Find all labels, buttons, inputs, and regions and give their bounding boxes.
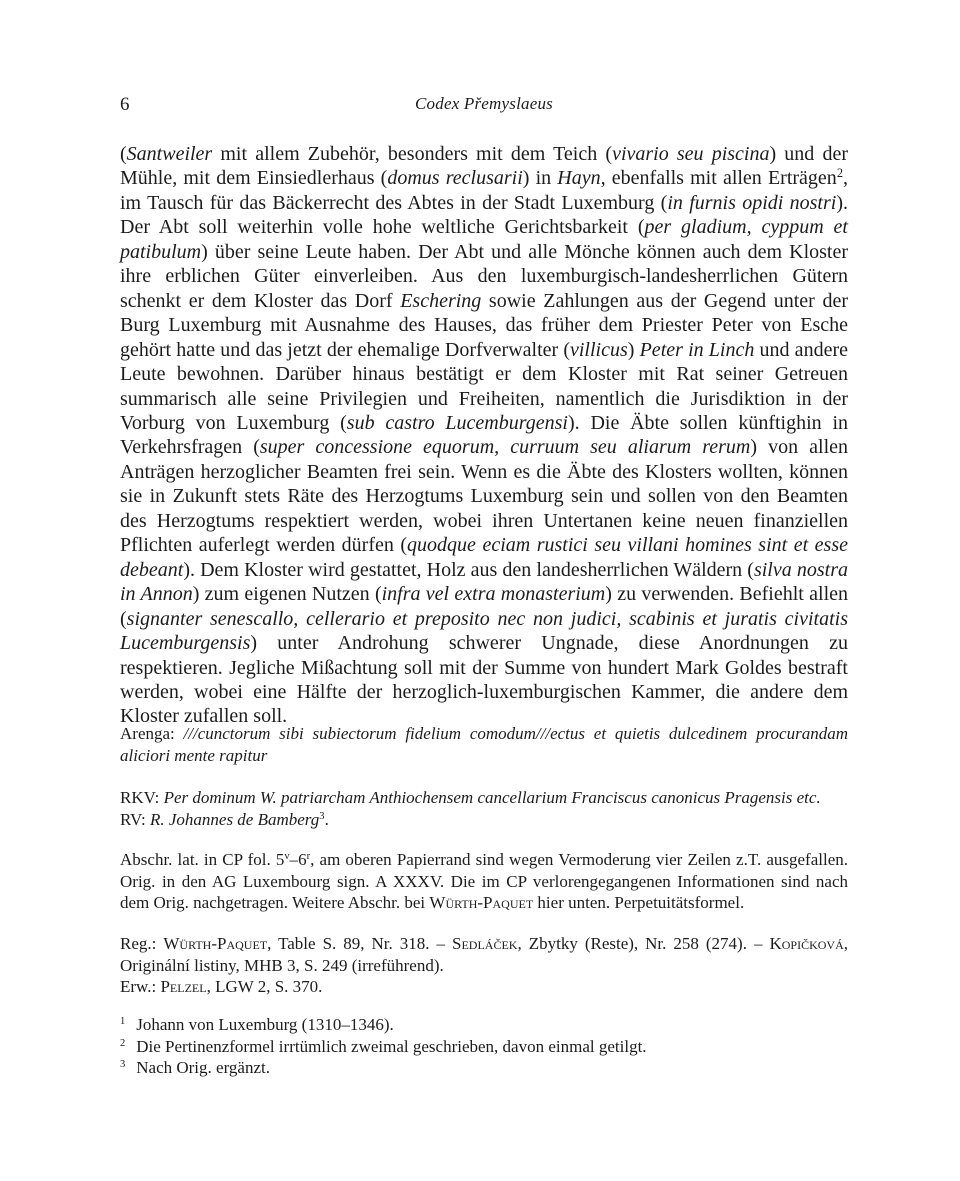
summary-text: ) zu verwenden. Befiehlt allen ( bbox=[120, 583, 848, 630]
page-number: 6 bbox=[120, 94, 130, 115]
latin-quote: Peter in Linch bbox=[639, 338, 755, 361]
rkv-line bbox=[120, 787, 848, 809]
reg-text-3: , Originální listiny, MHB 3, S. 249 (irreführend). bbox=[120, 934, 848, 975]
transcript-note bbox=[120, 849, 848, 914]
author-sedlacek: Sedláček bbox=[452, 934, 518, 953]
reg-entry bbox=[120, 933, 848, 976]
reg-label: Reg.: bbox=[120, 934, 164, 953]
abschr-text-2: –6 bbox=[289, 850, 307, 869]
regest-summary: (Santweiler mit allem Zubehör, besonders mit dem Teich (vivario seu piscina) und der Mühle, mit dem Einsiedlerhaus (domus reclusarii) in Hayn, ebenfalls mit allen Erträgen$^2$, im Tausch für das Bäckerrecht des Abtes in der Stadt Luxemburg (in furnis opidi nostri). Der Abt soll weiterhin volle hohe weltliche Gerichtsbarkeit (per gladium, cyppum et patibulum) über seine Leute haben. Der Abt und alle Mönche können auch dem Kloster ihre erblichen Güter einverleiben. Aus den luxemburgisch-landesherrlichen Gütern schenkt er dem Kloster das Dorf Eschering sowie Zahlungen aus der Gegend unter der Burg Luxemburg mit Ausnahme des Hauses, das früher dem Priester Peter von Esche gehört hatte und das jetzt der ehemalige Dorfverwalter (villicus) Peter in Linch und andere Leute bewohnen. Darüber hinaus bestätigt er dem Kloster mit Rat seiner Getreuen summarisch alle seine Privilegien und Freiheiten, namentlich die Jurisdiktion in der Vorburg von Luxemburg (sub castro Lucemburgensi). Die Äbte sollen künftighin in Verkehrsfragen (super concessione equorum, curruum seu aliarum rerum) von allen Anträgen herzoglicher Beamten frei sein. Wenn es die Äbte des Klosters wollten, können sie in Zukunft stets Räte des Herzogtums Luxemburg sein und sollen von den Beamten des Herzogtums respektiert werden, wobei ihren Untertanen keine neuen finanziellen Pflichten auferlegt werden dürfen (quodque eciam rustici seu villani homines sint et esse debeant). Dem Kloster wird gestattet, Holz aus den landesherrlichen Wäldern (silva nostra in Annon) zum eigenen Nutzen (infra vel extra monasterium) zu verwenden. Befiehlt allen (signanter senescallo, cellerario et preposito nec non judici, scabinis et juratis civitatis Lucemburgensis) unter Androhung schwerer Ungnade, diese Anordnungen zu respektieren. Jegliche Mißachtung soll mit der Summe von hundert Mark Goldes bestraft werden, wobei eine Hälfte der herzoglich-luxemburgischen Kammer, die andere dem Kloster zufallen soll. bbox=[120, 143, 849, 728]
summary-text: ) und der Mühle, mit dem Einsiedlerhaus ( bbox=[120, 143, 848, 190]
footnote-3: 3 Nach Orig. ergänzt. bbox=[120, 1058, 270, 1077]
erw-text-1: , LGW 2, S. 370. bbox=[206, 977, 323, 997]
latin-quote: signanter senescallo, cellerario et preposito nec non judici, scabinis et juratis civitatis Lucemburgensis bbox=[120, 607, 848, 655]
author-wurth-paquet: Würth-Paquet bbox=[429, 893, 534, 913]
rkv-label: RKV: bbox=[120, 788, 164, 807]
abschr-text-3: , am oberen Papierrand sind wegen Vermoderung vier Zeilen z.T. ausgefallen. Orig. in den AG Luxembourg sign. A XXXV. Die im CP verlorengegangenen Informationen sind nach dem Orig. nachgetragen. Weitere Abschr. bei bbox=[120, 850, 848, 913]
arenga-paragraph bbox=[120, 723, 848, 766]
latin-quote: in furnis opidi nostri bbox=[667, 191, 837, 214]
chancery-notes bbox=[120, 787, 848, 830]
summary-text: ) zum eigenen Nutzen ( bbox=[192, 583, 382, 606]
arenga-text: ///cunctorum sibi subiectorum fidelium comodum///ectus et quietis dulcedinem procurandam aliciori mente rapitur bbox=[120, 724, 848, 765]
latin-quote: Hayn bbox=[557, 167, 601, 190]
footnote-2: 2 Die Pertinenzformel irrtümlich zweimal geschrieben, davon einmal getilgt. bbox=[120, 1036, 647, 1056]
footnote-1: 1 Johann von Luxemburg (1310–1346). bbox=[120, 1015, 394, 1034]
summary-text: ). Der Abt soll weiterhin volle hohe weltliche Gerichtsbarkeit ( bbox=[120, 191, 848, 239]
folio-recto-mark: r bbox=[306, 851, 311, 863]
author-pelzel: Pelzel bbox=[160, 977, 207, 997]
rkv-text: Per dominum W. patriarcham Anthiochensem cancellarium Franciscus canonicus Pragensis etc. bbox=[163, 788, 821, 807]
footnote-text: Die Pertinenzformel irrtümlich zweimal geschrieben, davon einmal getilgt. bbox=[136, 1036, 647, 1056]
rv-end: . bbox=[324, 809, 329, 829]
author-wurth-paquet: Würth-Paquet bbox=[163, 934, 268, 953]
references-block bbox=[120, 933, 848, 998]
reg-text-1: , Table S. 89, Nr. 318. – bbox=[267, 934, 453, 953]
summary-text: ). Die Äbte sollen künftighin in Verkehrsfragen ( bbox=[120, 411, 849, 459]
summary-text: ). Dem Kloster wird gestattet, Holz aus den landesherrlichen Wäldern ( bbox=[183, 558, 754, 581]
latin-quote: per gladium, cyppum et patibulum bbox=[120, 216, 848, 263]
abschr-text-4: hier unten. Perpetuitätsformel. bbox=[533, 893, 745, 913]
latin-quote: quodque eciam rustici seu villani homines sint et esse debeant bbox=[120, 534, 848, 581]
author-kopickova: Kopičková bbox=[769, 934, 844, 953]
summary-text: ) über seine Leute haben. Der Abt und alle Mönche können auch dem Kloster ihre erblichen Güter einverleiben. Aus den luxemburgisch-landesherrlichen Gütern schenkt er dem Kloster das Dorf bbox=[120, 240, 848, 312]
summary-text: mit allem Zubehör, besonders mit dem Teich ( bbox=[212, 143, 613, 165]
summary-text: , ebenfalls mit allen Erträgen bbox=[600, 167, 837, 190]
abschr-text-1: Abschr. lat. in CP fol. 5 bbox=[120, 850, 285, 869]
summary-text: , im Tausch für das Bäckerrecht des Abtes in der Stadt Luxemburg ( bbox=[120, 167, 849, 214]
running-title: Codex Přemyslaeus bbox=[415, 94, 553, 113]
rv-line bbox=[120, 809, 848, 831]
footnote-ref-3: 3 bbox=[319, 810, 325, 822]
reg-text-2: , Zbytky (Reste), Nr. 258 (274). – bbox=[517, 934, 770, 953]
erw-label: Erw.: bbox=[120, 977, 161, 997]
footnote-ref-2: 2 bbox=[836, 166, 844, 181]
latin-quote: super concessione equorum, curruum seu aliarum rerum bbox=[259, 436, 751, 459]
footnotes bbox=[120, 1014, 848, 1079]
latin-quote: sub castro Lucemburgensi bbox=[346, 411, 568, 434]
summary-text: ) unter Androhung schwerer Ungnade, diese Anordnungen zu respektieren. Jegliche Mißachtung soll mit der Summe von hundert Mark Goldes bestraft werden, wobei eine Hälfte der herzoglich-luxemburgischen Kammer, die andere dem Kloster zufallen soll. bbox=[120, 632, 848, 728]
latin-quote: Eschering bbox=[400, 289, 482, 312]
footnote-text: Johann von Luxemburg (1310–1346). bbox=[136, 1015, 394, 1034]
latin-quote: domus reclusarii bbox=[387, 167, 523, 190]
arenga-label: Arenga: bbox=[120, 724, 184, 743]
summary-text: ) in bbox=[522, 167, 558, 190]
latin-quote: silva nostra in Annon bbox=[120, 558, 848, 606]
rv-label: RV: bbox=[120, 809, 150, 829]
erw-entry bbox=[120, 976, 848, 998]
summary-text: ) von allen Anträgen herzoglicher Beamten frei sein. Wenn es die Äbte des Klosters wollten, können sie in Zukunft stets Räte des Herzogtums Luxemburg sein und sollen von den Beamten des Herzogtums respektiert werden, wobei ihren Untertanen keine neuen finanziellen Pflichten auferlegt werden dürfen ( bbox=[120, 436, 848, 557]
summary-text: ) bbox=[627, 338, 640, 361]
latin-quote: infra vel extra monasterium bbox=[381, 583, 606, 606]
summary-text: sowie Zahlungen aus der Gegend unter der Burg Luxemburg mit Ausnahme des Hauses, das früher dem Priester Peter von Esche gehört hatte und das jetzt der ehemalige Dorfverwalter ( bbox=[120, 289, 848, 361]
summary-text: und andere Leute bewohnen. Darüber hinaus bestätigt er dem Kloster mit Rat seiner Getreuen summarisch alle seine Privilegien und Freiheiten, namentlich die Jurisdiktion in der Vorburg von Luxemburg ( bbox=[120, 338, 848, 434]
latin-quote: Santweiler bbox=[126, 143, 213, 165]
rv-text: R. Johannes de Bamberg bbox=[149, 809, 320, 829]
footnote-text: Nach Orig. ergänzt. bbox=[136, 1058, 270, 1077]
page-header bbox=[120, 94, 848, 118]
latin-quote: villicus bbox=[570, 338, 628, 361]
folio-verso-mark: v bbox=[284, 851, 290, 863]
latin-quote: vivario seu piscina bbox=[612, 143, 770, 165]
